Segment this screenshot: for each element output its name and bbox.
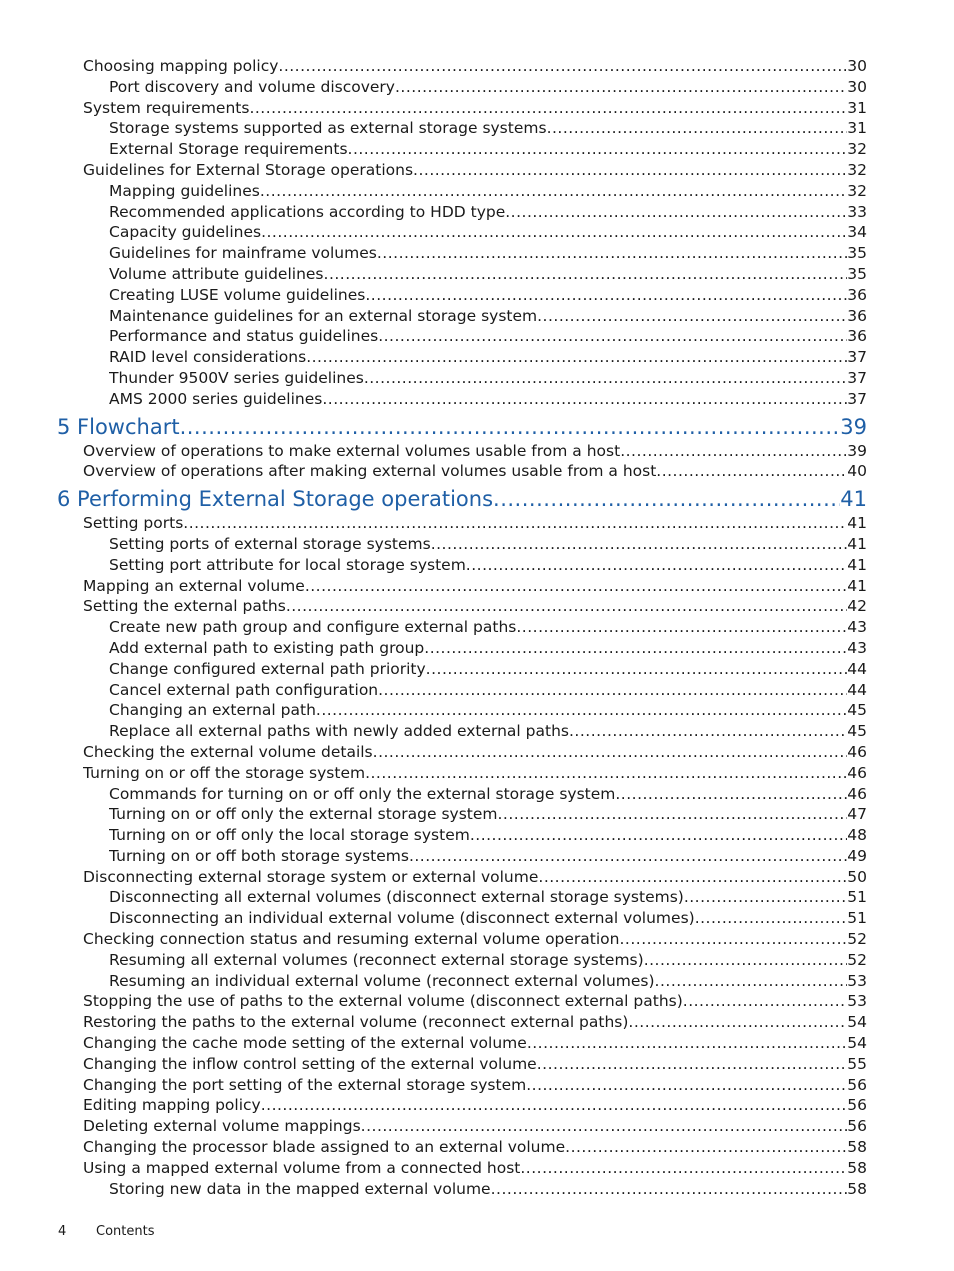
toc-entry[interactable] (109, 555, 954, 576)
toc-entry[interactable] (109, 347, 954, 368)
toc-dot-leader (505, 202, 847, 223)
toc-page-number: 58 (847, 1138, 867, 1157)
toc-entry-title: Maintenance guidelines for an external storage system (109, 306, 538, 325)
toc-dot-leader (249, 98, 847, 119)
toc-page-number: 35 (847, 244, 867, 263)
toc-page-number: 44 (847, 680, 867, 699)
toc-entry[interactable] (109, 389, 954, 410)
toc-entry-title: Changing the port setting of the external storage system (83, 1075, 527, 1094)
toc-dot-leader (365, 285, 847, 306)
toc-dot-leader (348, 139, 848, 160)
toc-dot-leader (493, 487, 840, 511)
toc-entry-title: Disconnecting external storage system or external volume (83, 867, 539, 886)
toc-dot-leader (361, 1116, 848, 1137)
toc-entry-title: Editing mapping policy (83, 1096, 261, 1115)
toc-dot-leader (538, 867, 847, 888)
toc-page-number: 53 (847, 992, 867, 1011)
toc-page-number: 41 (847, 555, 867, 574)
toc-dot-leader (684, 887, 847, 908)
toc-entry[interactable] (83, 1054, 954, 1075)
toc-entry[interactable] (109, 1179, 954, 1200)
toc-dot-leader (655, 971, 848, 992)
toc-entry[interactable] (83, 56, 954, 77)
toc-page-number: 54 (847, 1034, 867, 1053)
toc-dot-leader (628, 1012, 847, 1033)
toc-entry[interactable] (109, 825, 954, 846)
toc-entry[interactable] (109, 950, 954, 971)
toc-page-number: 36 (847, 327, 867, 346)
toc-dot-leader (695, 908, 848, 929)
toc-entry[interactable] (109, 971, 954, 992)
toc-page-number: 52 (847, 930, 867, 949)
toc-page-number: 56 (847, 1096, 867, 1115)
toc-entry-title: Capacity guidelines (109, 223, 262, 242)
toc-entry-title: Turning on or off only the local storage system (109, 826, 470, 845)
toc-entry[interactable] (83, 742, 954, 763)
toc-page-number: 44 (847, 659, 867, 678)
toc-page-number: 31 (847, 98, 867, 117)
toc-chapter-entry[interactable] (57, 487, 954, 511)
toc-page-number: 51 (847, 909, 867, 928)
toc-page-number: 45 (847, 701, 867, 720)
toc-entry-title: Change configured external path priority (109, 659, 426, 678)
toc-entry[interactable] (109, 804, 954, 825)
toc-entry-title: External Storage requirements (109, 140, 348, 159)
toc-dot-leader (260, 181, 847, 202)
toc-entry[interactable] (83, 461, 954, 482)
toc-entry-title: Add external path to existing path group (109, 638, 425, 657)
toc-page-number: 39 (847, 441, 867, 460)
toc-entry-title: System requirements (83, 98, 250, 117)
toc-page-number: 54 (847, 1013, 867, 1032)
toc-dot-leader (261, 222, 847, 243)
toc-dot-leader (426, 659, 848, 680)
toc-entry[interactable] (109, 368, 954, 389)
toc-page-number: 41 (847, 576, 867, 595)
toc-entry[interactable] (109, 181, 954, 202)
toc-dot-leader (516, 617, 847, 638)
toc-page-number: 41 (847, 534, 867, 553)
toc-entry-title: AMS 2000 series guidelines (109, 389, 323, 408)
toc-dot-leader (526, 1075, 847, 1096)
toc-page-number: 46 (847, 742, 867, 761)
toc-dot-leader (644, 950, 848, 971)
toc-page-number: 46 (847, 784, 867, 803)
toc-entry[interactable] (109, 721, 954, 742)
toc-entry-title: Disconnecting all external volumes (disconnect external storage systems) (109, 888, 684, 907)
toc-page-number: 56 (847, 1075, 867, 1094)
toc-entry[interactable] (109, 139, 954, 160)
toc-dot-leader (365, 763, 847, 784)
toc-entry-title: Thunder 9500V series guidelines (109, 368, 364, 387)
toc-entry[interactable] (109, 326, 954, 347)
toc-dot-leader (316, 700, 847, 721)
toc-entry-title: 5 Flowchart (57, 414, 180, 439)
toc-entry-title: Port discovery and volume discovery (109, 77, 395, 96)
toc-page-number: 37 (847, 389, 867, 408)
toc-dot-leader (547, 118, 848, 139)
toc-entry-title: Commands for turning on or off only the external storage system (109, 784, 616, 803)
toc-entry-title: Changing the inflow control setting of the external volume (83, 1054, 537, 1073)
toc-page-number: 43 (847, 618, 867, 637)
toc-page-number: 37 (847, 348, 867, 367)
toc-page-number: 32 (847, 160, 867, 179)
toc-page-number: 41 (840, 487, 867, 512)
toc-dot-leader (413, 160, 847, 181)
toc-entry[interactable] (83, 1158, 954, 1179)
toc-page-number: 58 (847, 1179, 867, 1198)
toc-entry-title: Setting port attribute for local storage system (109, 555, 466, 574)
toc-dot-leader (395, 77, 847, 98)
toc-page-number: 32 (847, 140, 867, 159)
toc-entry-title: Setting ports (83, 514, 184, 533)
toc-entry-title: Checking the external volume details (83, 742, 373, 761)
toc-page-number: 33 (847, 202, 867, 221)
toc-entry[interactable] (109, 638, 954, 659)
toc-dot-leader (409, 846, 847, 867)
toc-entry[interactable] (83, 1116, 954, 1137)
toc-dot-leader (306, 347, 847, 368)
toc-entry[interactable] (109, 784, 954, 805)
toc-page-number: 48 (847, 826, 867, 845)
toc-entry-title: Changing an external path (109, 701, 316, 720)
toc-entry[interactable] (109, 77, 954, 98)
toc-dot-leader (278, 56, 847, 77)
toc-page-number: 30 (847, 77, 867, 96)
toc-entry[interactable] (83, 160, 954, 181)
toc-entry[interactable] (83, 763, 954, 784)
toc-entry[interactable] (83, 441, 954, 462)
toc-page-number: 32 (847, 181, 867, 200)
toc-page-number: 39 (840, 414, 867, 439)
toc-dot-leader (286, 596, 847, 617)
toc-entry-title: Stopping the use of paths to the external volume (disconnect external paths) (83, 992, 683, 1011)
toc-entry[interactable] (109, 264, 954, 285)
toc-page-number: 43 (847, 638, 867, 657)
toc-dot-leader (498, 804, 848, 825)
toc-dot-leader (619, 929, 847, 950)
toc-entry[interactable] (83, 596, 954, 617)
toc-entry-title: Restoring the paths to the external volume (reconnect external paths) (83, 1013, 629, 1032)
toc-dot-leader (324, 264, 848, 285)
toc-dot-leader (620, 441, 847, 462)
toc-dot-leader (520, 1158, 847, 1179)
toc-entry-title: Resuming all external volumes (reconnect external storage systems) (109, 950, 644, 969)
toc-page-number: 50 (847, 867, 867, 886)
toc-page-number: 42 (847, 597, 867, 616)
toc-entry-title: Cancel external path configuration (109, 680, 379, 699)
toc-dot-leader (424, 638, 847, 659)
toc-dot-leader (466, 555, 847, 576)
toc-entry-title: Mapping an external volume (83, 576, 305, 595)
toc-entry[interactable] (109, 285, 954, 306)
toc-entry-title: Changing the processor blade assigned to an external volume (83, 1138, 566, 1157)
toc-entry-title: Turning on or off only the external storage system (109, 805, 498, 824)
toc-page-number: 47 (847, 805, 867, 824)
toc-page-number: 37 (847, 368, 867, 387)
toc-dot-leader (377, 243, 847, 264)
toc-entry[interactable] (109, 700, 954, 721)
toc-dot-leader (470, 825, 847, 846)
toc-entry[interactable] (109, 534, 954, 555)
toc-page-number: 58 (847, 1158, 867, 1177)
toc-entry-title: Creating LUSE volume guidelines (109, 285, 366, 304)
toc-dot-leader (656, 461, 847, 482)
toc-entry-title: Replace all external paths with newly added external paths (109, 722, 569, 741)
toc-dot-leader (378, 680, 847, 701)
toc-entry-title: Guidelines for mainframe volumes (109, 244, 377, 263)
toc-entry-title: Volume attribute guidelines (109, 264, 324, 283)
toc-dot-leader (305, 576, 847, 597)
toc-dot-leader (180, 415, 841, 439)
toc-entry[interactable] (83, 867, 954, 888)
toc-entry-title: Mapping guidelines (109, 181, 260, 200)
toc-page-number: 49 (847, 846, 867, 865)
toc-entry[interactable] (109, 202, 954, 223)
page-footer (58, 1224, 154, 1239)
toc-page-number: 52 (847, 950, 867, 969)
toc-dot-leader (431, 534, 848, 555)
toc-entry-title: Storage systems supported as external storage systems (109, 119, 547, 138)
toc-page-number: 36 (847, 306, 867, 325)
toc-dot-leader (322, 389, 847, 410)
toc-entry-title: Guidelines for External Storage operations (83, 160, 414, 179)
toc-dot-leader (569, 721, 847, 742)
footer-page-number: 4 (58, 1224, 67, 1239)
toc-dot-leader (565, 1137, 847, 1158)
toc-entry[interactable] (83, 1095, 954, 1116)
toc-page-number: 36 (847, 285, 867, 304)
toc-dot-leader (364, 368, 847, 389)
toc-entry-title: RAID level considerations (109, 348, 307, 367)
toc-entry[interactable] (109, 846, 954, 867)
toc-entry[interactable] (109, 306, 954, 327)
toc-entry[interactable] (109, 222, 954, 243)
toc-entry[interactable] (109, 243, 954, 264)
toc-entry-title: Turning on or off the storage system (83, 763, 366, 782)
toc-entry-title: Using a mapped external volume from a connected host (83, 1158, 521, 1177)
toc-entry[interactable] (109, 680, 954, 701)
toc-dot-leader (378, 326, 847, 347)
footer-section-label: Contents (96, 1224, 155, 1239)
toc-entry-title: Performance and status guidelines (109, 327, 379, 346)
toc-entry-title: Overview of operations to make external volumes usable from a host (83, 441, 621, 460)
toc-page-number: 30 (847, 57, 867, 75)
toc-entry[interactable] (83, 929, 954, 950)
toc-page-number: 31 (847, 119, 867, 138)
toc-entry[interactable] (83, 991, 954, 1012)
toc-dot-leader (683, 991, 848, 1012)
toc-entry[interactable] (83, 1033, 954, 1054)
toc-entry[interactable] (83, 513, 954, 534)
toc-chapter-entry[interactable] (57, 415, 954, 439)
toc-page-number: 53 (847, 971, 867, 990)
toc-entry-title: Create new path group and configure external paths (109, 618, 517, 637)
toc-entry[interactable] (109, 908, 954, 929)
toc-dot-leader (537, 306, 847, 327)
toc-entry-title: Setting the external paths (83, 597, 286, 616)
toc-dot-leader (261, 1095, 848, 1116)
toc-dot-leader (615, 784, 847, 805)
toc-entry[interactable] (109, 617, 954, 638)
toc-entry[interactable] (83, 98, 954, 119)
toc-page-number: 51 (847, 888, 867, 907)
toc-entry-title: Overview of operations after making external volumes usable from a host (83, 462, 657, 481)
toc-entry[interactable] (83, 1137, 954, 1158)
toc-entry-title: Deleting external volume mappings (83, 1117, 361, 1136)
toc-entry[interactable] (109, 659, 954, 680)
toc-dot-leader (527, 1033, 847, 1054)
toc-entry[interactable] (109, 118, 954, 139)
toc-page-number: 34 (847, 223, 867, 242)
toc-page-number: 55 (847, 1054, 867, 1073)
toc-dot-leader (537, 1054, 848, 1075)
toc-page-number: 35 (847, 264, 867, 283)
toc-entry-title: Changing the cache mode setting of the external volume (83, 1034, 527, 1053)
toc-entry-title: Storing new data in the mapped external volume (109, 1179, 491, 1198)
toc-page-number: 46 (847, 763, 867, 782)
toc-entry[interactable] (83, 1075, 954, 1096)
toc-entry-title: Recommended applications according to HDD type (109, 202, 506, 221)
toc-page-number: 40 (847, 462, 867, 481)
toc-entry-title: Setting ports of external storage systems (109, 534, 431, 553)
toc-entry-title: 6 Performing External Storage operations (57, 487, 494, 512)
toc-entry[interactable] (83, 576, 954, 597)
toc-entry-title: Resuming an individual external volume (reconnect external volumes) (109, 971, 655, 990)
table-of-contents (0, 56, 954, 1199)
toc-page-number: 41 (847, 514, 867, 533)
toc-entry-title: Turning on or off both storage systems (109, 846, 409, 865)
toc-dot-leader (183, 513, 847, 534)
toc-entry-title: Disconnecting an individual external volume (disconnect external volumes) (109, 909, 695, 928)
toc-entry-title: Checking connection status and resuming external volume operation (83, 930, 620, 949)
toc-entry-title: Choosing mapping policy (83, 57, 279, 75)
toc-dot-leader (491, 1179, 848, 1200)
toc-dot-leader (373, 742, 848, 763)
toc-page-number: 56 (847, 1117, 867, 1136)
toc-entry[interactable] (109, 887, 954, 908)
toc-entry[interactable] (83, 1012, 954, 1033)
toc-page-number: 45 (847, 722, 867, 741)
